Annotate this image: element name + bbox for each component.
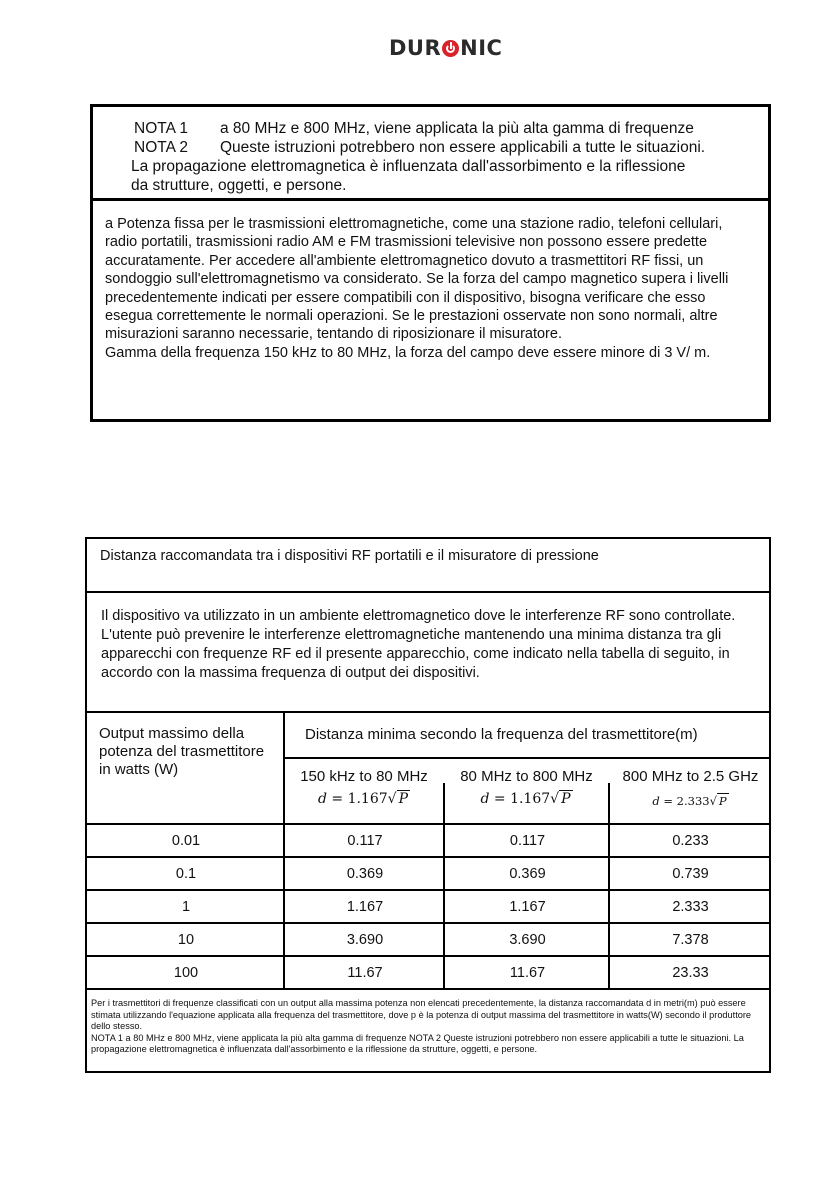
- eq-3-root: P: [718, 794, 727, 808]
- notes-section: [93, 107, 768, 201]
- column-divider: [443, 891, 445, 922]
- freq-band-2-name: 80 MHz to 800 MHz: [460, 768, 593, 785]
- table-row: [87, 856, 771, 889]
- logo-text-start: DUR: [389, 36, 442, 60]
- eq-3-coef: 2.333: [676, 794, 710, 808]
- freq-band-2-equation: d = 1.167√ P: [480, 791, 571, 807]
- column-divider: [443, 825, 445, 856]
- column-divider: [608, 825, 610, 856]
- table-intro: Il dispositivo va utilizzato in un ambiente elettromagnetico dove le interferenze RF sono controllate. L'utente può prevenire le interferenze elettromagnetiche mantenendo una minima distanza tra gli apparecchi con frequenze RF ed il presente apparecchio, come indicato nella tabella di seguito, in accordo con la massima frequenza di output dei dispositivi.: [101, 608, 736, 681]
- power-icon: [442, 40, 459, 57]
- table-footnote: [91, 998, 759, 1056]
- note-1-text: a 80 MHz e 800 MHz, viene applicata la più alta gamma di frequenze: [220, 120, 694, 137]
- distance-header: [285, 713, 771, 759]
- table-title: Distanza raccomandata tra i dispositivi RF portatili e il misuratore di pressione: [100, 548, 599, 564]
- fixed-transmitter-paragraph: [105, 215, 745, 362]
- separation-distance-table: [85, 537, 771, 1073]
- freq-band-1-equation: d = 1.167√ P: [317, 791, 409, 807]
- column-divider: [283, 891, 285, 922]
- freq-band-3-equation: d = 2.333√ P: [652, 794, 727, 808]
- distance-cell: 3.690: [346, 932, 384, 948]
- frequency-range-text: Gamma della frequenza 150 kHz to 80 MHz, la forza del campo deve essere minore di 3 V/ m.: [105, 344, 711, 361]
- freq-band-1-name: 150 kHz to 80 MHz: [300, 768, 428, 785]
- power-cell: 0.1: [175, 866, 197, 882]
- distance-cell: 0.369: [509, 866, 546, 882]
- table-row: [87, 823, 771, 856]
- column-divider: [608, 957, 610, 988]
- distance-header-text: Distanza minima secondo la frequenza del trasmettitore(m): [305, 726, 698, 743]
- eq-1-equals: =: [331, 791, 344, 807]
- distance-cell: 1.167: [346, 899, 384, 915]
- freq-band-3-name: 800 MHz to 2.5 GHz: [622, 768, 759, 785]
- column-divider: [283, 858, 285, 889]
- table-bottom-rule: [87, 988, 771, 990]
- distance-cell: 1.167: [509, 899, 546, 915]
- table-title-row: [87, 539, 769, 593]
- distance-cell: 0.117: [509, 833, 546, 849]
- eq-1-root: P: [398, 791, 409, 807]
- footnote-notes: NOTA 1 a 80 MHz e 800 MHz, viene applicata la più alta gamma di frequenze NOTA 2 Queste istruzioni potrebbero non essere applicabili a tutte le situazioni. La propagazione elettromagnetica è influenzata dall'assorbimento e la riflessione da strutture, oggetti, e persone.: [91, 1032, 744, 1055]
- column-divider: [608, 924, 610, 955]
- output-power-header-text: Output massimo della potenza del trasmettitore in watts (W): [99, 725, 265, 778]
- freq-band-3: [610, 759, 771, 823]
- freq-band-1: [285, 759, 445, 823]
- header-gap: [443, 759, 445, 783]
- freq-band-2: [445, 759, 610, 823]
- table-row: [87, 922, 771, 955]
- distance-cell: 0.233: [672, 833, 709, 849]
- distance-cell: 0.117: [347, 833, 383, 849]
- power-cell: 10: [177, 932, 195, 948]
- column-divider: [283, 825, 285, 856]
- eq-2-root: P: [561, 791, 571, 807]
- eq-2-equals: =: [493, 791, 506, 807]
- distance-cell: 23.33: [672, 965, 709, 981]
- note-1: [134, 119, 694, 138]
- eq-1-var: d: [317, 791, 327, 807]
- column-divider: [608, 891, 610, 922]
- column-divider: [283, 924, 285, 955]
- column-divider: [283, 957, 285, 988]
- distance-cell: 7.378: [672, 932, 709, 948]
- distance-cell: 2.333: [672, 899, 709, 915]
- distance-cell: 11.67: [347, 965, 383, 981]
- eq-2-var: d: [480, 791, 490, 807]
- output-power-header: [87, 713, 285, 823]
- propagation-note: La propagazione elettromagnetica è influenzata dall'assorbimento e la riflessione da strutture, oggetti, e persone.: [131, 158, 686, 194]
- note-2: [134, 138, 705, 157]
- distance-cell: 11.67: [509, 965, 546, 981]
- footnote-estimation: Per i trasmettitori di frequenze classificati con un output alla massima potenza non elencati precedentemente, la distanza raccomandata d in metri(m) può essere stimata utilizzando l'equazione applicata alla frequenza del trasmettitore, dove p è la potenza di output massima del trasmettitore in watts(W) secondo il produttore dello stesso.: [91, 998, 752, 1032]
- power-cell: 100: [173, 965, 199, 981]
- eq-2-coef: 1.167: [510, 791, 551, 807]
- distance-cell: 0.739: [672, 866, 709, 882]
- eq-3-equals: =: [663, 794, 673, 808]
- eq-3-var: d: [652, 794, 660, 808]
- eq-1-coef: 1.167: [347, 791, 388, 807]
- table-row: [87, 889, 771, 922]
- logo-text-end: NIC: [460, 36, 503, 60]
- note-2-text: Queste istruzioni potrebbero non essere applicabili a tutte le situazioni.: [220, 139, 706, 156]
- column-divider: [443, 957, 445, 988]
- table-intro-row: [87, 593, 769, 713]
- table-row: [87, 955, 771, 988]
- distance-cell: 0.369: [346, 866, 384, 882]
- column-divider: [608, 858, 610, 889]
- column-divider: [443, 858, 445, 889]
- note-2-label: NOTA 2: [134, 139, 188, 156]
- emc-notes-box: [90, 104, 771, 422]
- distance-cell: 3.690: [509, 932, 546, 948]
- duronic-logo: [389, 36, 502, 60]
- power-cell: 1: [181, 899, 191, 915]
- distance-rows: [87, 823, 771, 988]
- power-cell: 0.01: [171, 833, 201, 849]
- header-gap: [608, 759, 610, 783]
- column-divider: [443, 924, 445, 955]
- note-1-label: NOTA 1: [134, 120, 188, 137]
- paragraph-text: a Potenza fissa per le trasmissioni elettromagnetiche, come una stazione radio, telefoni cellulari, radio portatili, trasmissioni radio AM e FM trasmissioni televisive non possono essere predette accuratamente. Per accedere all'ambiente elettromagnetico dovuto a trasmettitori RF fissi, un sondoggio sull'elettromagnetismo va considerato. Se la forza del campo magnetico supera i livelli precedentemente indicati per essere compatibili con il dispositivo, bisogna verificare che esso esegua correttemente le normali operazioni. Se le prestazioni osservate non sono normali, altre misurazioni saranno necessarie, tentando di riposizionare il misuratore.: [105, 216, 729, 343]
